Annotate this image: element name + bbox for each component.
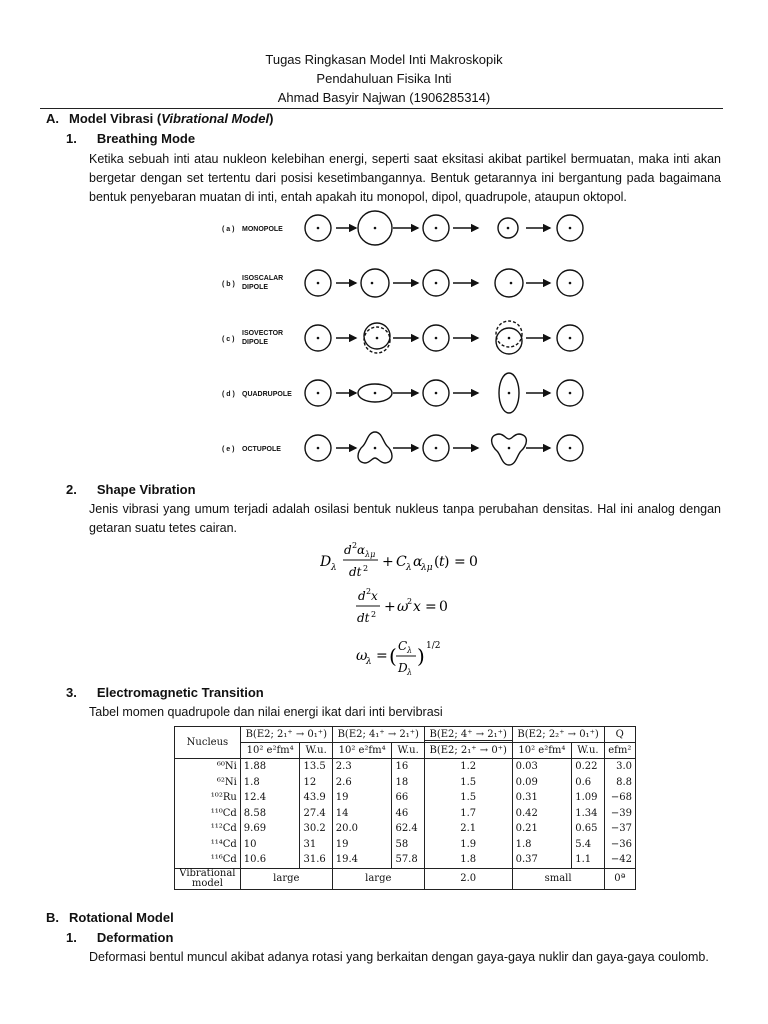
- unit-wu: W.u.: [572, 743, 604, 759]
- value-cell: 1.7: [424, 806, 512, 822]
- row-a-label: MONOPOLE: [242, 226, 283, 233]
- row-b-label2: DIPOLE: [242, 284, 269, 291]
- svg-text:): ): [417, 644, 425, 668]
- subsection-number: 1.: [66, 930, 77, 945]
- value-cell: 19: [332, 837, 392, 853]
- nucleus-cell: ⁶²Ni: [175, 775, 241, 791]
- value-cell: 58: [392, 837, 424, 853]
- table-row: [175, 759, 636, 775]
- header-ratio-bottom: B(E2; 2₁⁺ → 0⁺): [424, 743, 512, 759]
- row-e-tag: ( e ): [222, 446, 235, 453]
- value-cell: 1.1: [572, 852, 604, 868]
- header-q: Q: [604, 727, 635, 743]
- row-c-tag: ( c ): [222, 336, 235, 343]
- value-cell: 46: [392, 806, 424, 822]
- svg-text:λ: λ: [407, 646, 413, 655]
- value-cell: −37: [604, 821, 635, 837]
- model-value-5: 0ª: [604, 868, 635, 889]
- course-name: Pendahuluan Fisika Inti: [316, 71, 452, 86]
- svg-text:d: d: [358, 589, 366, 603]
- document-title: Tugas Ringkasan Model Inti Makroskopik: [265, 52, 503, 67]
- model-value-1: large: [240, 868, 332, 889]
- value-cell: 1.8: [424, 852, 512, 868]
- svg-text:α: α: [357, 543, 366, 557]
- value-cell: 19: [332, 790, 392, 806]
- vibration-modes-figure: [222, 210, 622, 475]
- value-cell: 66: [392, 790, 424, 806]
- value-cell: 0.31: [512, 790, 572, 806]
- value-cell: 1.09: [572, 790, 604, 806]
- value-cell: 0.03: [512, 759, 572, 775]
- subsection-number: 3.: [66, 685, 77, 700]
- author-line: Ahmad Basyir Najwan (1906285314): [277, 90, 491, 105]
- value-cell: 10: [240, 837, 300, 853]
- header-be2-22-01: B(E2; 2₂⁺ → 0₁⁺): [512, 727, 604, 743]
- svg-text:dt: dt: [357, 611, 370, 625]
- nucleus-cell: ¹¹²Cd: [175, 821, 241, 837]
- value-cell: 10.6: [240, 852, 300, 868]
- subsection-title: Deformation: [96, 930, 174, 945]
- svg-text:t: t: [439, 554, 445, 570]
- svg-text:2: 2: [371, 610, 377, 619]
- value-cell: 1.8: [512, 837, 572, 853]
- shape-vibration-paragraph: Jenis vibrasi yang umum terjadi adalah osilasi bentuk nukleus tanpa perubahan densitas. Hal ini analog dengan getaran suatu tetes cairan.: [89, 502, 721, 535]
- row-b-tag: ( b ): [222, 281, 235, 288]
- header-be2-21-01: B(E2; 2₁⁺ → 0₁⁺): [240, 727, 332, 743]
- unit-e2fm4: 10² e²fm⁴: [512, 743, 572, 759]
- nucleus-cell: ¹¹⁶Cd: [175, 852, 241, 868]
- svg-text:=: =: [454, 554, 466, 570]
- value-cell: −42: [604, 852, 635, 868]
- svg-text:α: α: [413, 554, 423, 570]
- value-cell: 1.5: [424, 775, 512, 791]
- section-b-letter: B.: [46, 910, 59, 925]
- svg-text:λμ: λμ: [365, 550, 376, 559]
- svg-text:dt: dt: [349, 565, 362, 579]
- row-b-label: ISOSCALAR: [242, 275, 284, 282]
- value-cell: 0.37: [512, 852, 572, 868]
- svg-text:C: C: [398, 639, 408, 653]
- value-cell: 20.0: [332, 821, 392, 837]
- svg-text:λ: λ: [366, 657, 372, 667]
- section-b-heading: [46, 910, 174, 925]
- table-row: [175, 775, 636, 791]
- value-cell: 8.58: [240, 806, 300, 822]
- svg-text:0: 0: [469, 554, 478, 570]
- unit-wu: W.u.: [300, 743, 332, 759]
- breathing-mode-paragraph: Ketika sebuah inti atau nukleon kelebihan energi, seperti saat eksitasi akibat partikel bermuatan, maka inti akan bergetar dengan set tertentu dari posisi kesetimbangannya. Bentuk getarannya ini bergantung pada bagaimana bentuk penyebaran muatan di inti, entah apakah itu monopol, dipol, quadrupole, ataupun oktopol.: [89, 152, 721, 204]
- value-cell: 12.4: [240, 790, 300, 806]
- value-cell: 19.4: [332, 852, 392, 868]
- svg-text:2: 2: [363, 564, 369, 573]
- subsection-title: Electromagnetic Transition: [96, 685, 264, 700]
- value-cell: 2.6: [332, 775, 392, 791]
- row-d-label: QUADRUPOLE: [242, 391, 292, 398]
- value-cell: 43.9: [300, 790, 332, 806]
- value-cell: 3.0: [604, 759, 635, 775]
- equation-1: [320, 538, 500, 589]
- value-cell: 16: [392, 759, 424, 775]
- row-c-label: ISOVECTOR: [242, 330, 284, 337]
- svg-text:λ: λ: [407, 668, 413, 677]
- subsection-breathing-mode: [66, 131, 195, 146]
- table-caption: Tabel momen quadrupole dan nilai energi ikat dari inti bervibrasi: [89, 705, 443, 719]
- model-label-line2: model: [191, 877, 223, 889]
- value-cell: 0.09: [512, 775, 572, 791]
- subsection-title: Breathing Mode: [96, 131, 196, 146]
- value-cell: 2.3: [332, 759, 392, 775]
- svg-text:ω: ω: [397, 599, 409, 615]
- nucleus-cell: ⁶⁰Ni: [175, 759, 241, 775]
- svg-text:D: D: [320, 554, 332, 570]
- table-row: [175, 837, 636, 853]
- value-cell: 13.5: [300, 759, 332, 775]
- value-cell: 31.6: [300, 852, 332, 868]
- model-label: [175, 868, 241, 889]
- model-value-3: 2.0: [424, 868, 512, 889]
- value-cell: 62.4: [392, 821, 424, 837]
- svg-text:C: C: [396, 554, 407, 570]
- value-cell: 31: [300, 837, 332, 853]
- deformation-paragraph: Deformasi bentul muncul akibat adanya rotasi yang berkaitan dengan gaya-gaya nuklir dan gaya-gaya coulomb.: [89, 950, 709, 964]
- unit-e2fm4: 10² e²fm⁴: [332, 743, 392, 759]
- subsection-number: 1.: [66, 131, 77, 146]
- section-a-title-close: ): [269, 111, 274, 126]
- svg-text:0: 0: [439, 599, 448, 615]
- nucleus-cell: ¹¹⁰Cd: [175, 806, 241, 822]
- subsection-shape-vibration: [66, 482, 196, 497]
- row-e-label: OCTUPOLE: [242, 446, 281, 453]
- value-cell: 0.22: [572, 759, 604, 775]
- unit-wu: W.u.: [392, 743, 424, 759]
- svg-text:(: (: [389, 644, 397, 668]
- equation-3: [356, 632, 466, 687]
- svg-text:λμ: λμ: [421, 563, 433, 573]
- svg-text:x: x: [371, 589, 378, 603]
- nucleus-cell: ¹¹⁴Cd: [175, 837, 241, 853]
- header-ratio: [424, 727, 512, 743]
- subsection-title: Shape Vibration: [96, 482, 196, 497]
- row-c-label2: DIPOLE: [242, 339, 269, 346]
- value-cell: 1.34: [572, 806, 604, 822]
- svg-text:=: =: [425, 599, 437, 615]
- svg-text:+: +: [382, 554, 394, 570]
- section-a-title: Model Vibrasi (: [69, 111, 162, 126]
- svg-text:x: x: [413, 599, 421, 615]
- svg-text:2: 2: [366, 587, 372, 596]
- svg-text:(: (: [434, 554, 440, 570]
- section-a-heading: [46, 111, 273, 126]
- svg-text:2: 2: [352, 541, 358, 550]
- header-divider: [40, 108, 723, 109]
- svg-text:): ): [444, 554, 450, 570]
- subsection-deformation: [66, 930, 173, 945]
- model-label-line1: Vibrational: [179, 867, 236, 879]
- quadrupole-table-wrapper: [174, 726, 636, 890]
- nucleus-cell: ¹⁰²Ru: [175, 790, 241, 806]
- model-value-4: small: [512, 868, 604, 889]
- svg-text:λ: λ: [331, 563, 337, 573]
- table-row: [175, 790, 636, 806]
- value-cell: 0.6: [572, 775, 604, 791]
- header-ratio-top: B(E2; 4⁺ → 2₁⁺): [425, 729, 512, 741]
- equation-2: [356, 584, 466, 635]
- value-cell: 30.2: [300, 821, 332, 837]
- vibration-modes-svg: [222, 210, 622, 475]
- value-cell: 1.5: [424, 790, 512, 806]
- value-cell: 18: [392, 775, 424, 791]
- row-arrows: [336, 228, 550, 448]
- value-cell: 1.9: [424, 837, 512, 853]
- table-row: [175, 821, 636, 837]
- quadrupole-table: [174, 726, 636, 890]
- value-cell: 0.21: [512, 821, 572, 837]
- value-cell: −39: [604, 806, 635, 822]
- value-cell: 2.1: [424, 821, 512, 837]
- value-cell: 5.4: [572, 837, 604, 853]
- value-cell: 1.2: [424, 759, 512, 775]
- svg-text:1/2: 1/2: [426, 641, 441, 651]
- svg-text:=: =: [376, 648, 388, 664]
- subsection-electromagnetic-transition: [66, 685, 264, 700]
- section-a-letter: A.: [46, 111, 59, 126]
- section-b-title: Rotational Model: [69, 910, 174, 925]
- svg-text:D: D: [398, 661, 408, 675]
- value-cell: 1.88: [240, 759, 300, 775]
- value-cell: 12: [300, 775, 332, 791]
- svg-text:+: +: [384, 599, 396, 615]
- value-cell: 8.8: [604, 775, 635, 791]
- table-row: [175, 806, 636, 822]
- svg-text:d: d: [344, 543, 352, 557]
- value-cell: 0.65: [572, 821, 604, 837]
- model-value-2: large: [332, 868, 424, 889]
- value-cell: 27.4: [300, 806, 332, 822]
- value-cell: 9.69: [240, 821, 300, 837]
- value-cell: −68: [604, 790, 635, 806]
- subsection-number: 2.: [66, 482, 77, 497]
- value-cell: 1.8: [240, 775, 300, 791]
- svg-text:2: 2: [407, 597, 413, 606]
- value-cell: 57.8: [392, 852, 424, 868]
- row-d-tag: ( d ): [222, 391, 235, 398]
- value-cell: −36: [604, 837, 635, 853]
- section-a-title-italic: Vibrational Model: [161, 111, 270, 126]
- unit-efm2: efm²: [604, 743, 635, 759]
- value-cell: 14: [332, 806, 392, 822]
- svg-text:λ: λ: [406, 563, 412, 573]
- row-a-tag: ( a ): [222, 226, 235, 233]
- header-be2-41-21: B(E2; 4₁⁺ → 2₁⁺): [332, 727, 424, 743]
- table-row: [175, 852, 636, 868]
- unit-e2fm4: 10² e²fm⁴: [240, 743, 300, 759]
- header-nucleus: Nucleus: [175, 727, 241, 759]
- svg-text:ω: ω: [356, 648, 368, 664]
- value-cell: 0.42: [512, 806, 572, 822]
